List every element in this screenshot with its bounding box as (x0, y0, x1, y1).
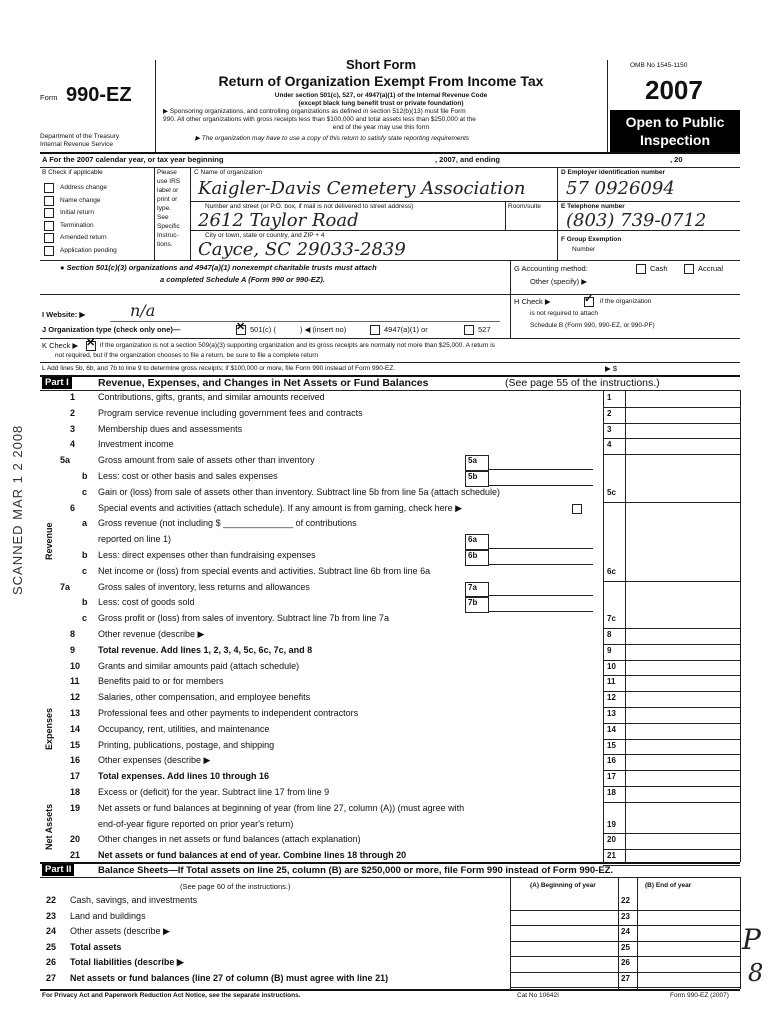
part2-line-number: 24 (46, 926, 57, 936)
line-description: Other revenue (describe ▶ (98, 629, 205, 639)
line-description: Special events and activities (attach schedule). If any amount is from gaming, check here ▶ (98, 502, 463, 513)
short-form-label: Short Form (345, 57, 417, 72)
form-title: Return of Organization Exempt From Income Tax (218, 73, 544, 89)
margin-note-8: 8 (748, 959, 764, 987)
sub-line-label: 7b (468, 598, 478, 608)
line-description: Total revenue. Add lines 1, 2, 3, 4, 5c, 6c, 7c, and 8 (98, 644, 313, 655)
line-number: 16 (70, 755, 81, 766)
form-number: 990-EZ (66, 84, 132, 106)
city-value[interactable]: Cayce, SC 29033-2839 (198, 239, 406, 260)
part2-title: Balance Sheets—If Total assets on line 25, column (B) are $250,000 or more, file Form 990 instead of Form 990-EZ. (98, 865, 614, 876)
line-amount-field[interactable] (626, 408, 739, 423)
open-to-public-box: Open to Public Inspection (610, 110, 740, 152)
ein-label: D Employer identification number (561, 169, 666, 176)
l-gross-receipts: ▶ $ (605, 364, 618, 373)
part2-line-box-label: 25 (621, 942, 630, 952)
sub-line-label: 7a (468, 582, 477, 592)
part1-see: (See page 55 of the instructions.) (505, 377, 660, 389)
section-501c3-line1: ● Section 501(c)(3) organizations and 4947(a)(1) nonexempt charitable trusts must attach (60, 263, 377, 272)
cat-number: Cat No 10642I (517, 992, 559, 999)
sub-line-label: 5a (468, 456, 477, 466)
line-number: 18 (70, 787, 81, 797)
website-value[interactable]: n/a (130, 301, 156, 320)
other-method-label: Other (specify) ▶ (530, 277, 588, 286)
line-amount-field[interactable] (626, 771, 739, 786)
group-exemption-number-label: Number (572, 246, 596, 253)
line-description: Benefits paid to or for members (98, 676, 224, 687)
part2-line-box-label: 23 (621, 911, 630, 921)
line-box-label: 4 (607, 440, 612, 450)
part2-col-b-field[interactable] (638, 957, 739, 972)
part2-line-description: Total liabilities (describe ▶ (70, 957, 184, 967)
privacy-notice: For Privacy Act and Paperwork Reduction Act Notice, see the separate instructions. (42, 992, 301, 999)
line-description: Gross amount from sale of assets other than inventory (98, 455, 315, 466)
line-amount-field[interactable] (626, 819, 739, 834)
sub-line-amount-field[interactable] (488, 582, 593, 597)
line-number: b (82, 471, 88, 481)
line-amount-field[interactable] (626, 424, 739, 439)
row-a-end: , 20 (670, 155, 683, 164)
line-description: Professional fees and other payments to independent contractors (98, 708, 359, 718)
line-amount-field[interactable] (626, 661, 739, 676)
line-number: 9 (70, 644, 76, 655)
part2-see: (See page 60 of the instructions.) (180, 882, 291, 891)
part2-col-b-field[interactable] (638, 895, 739, 910)
part2-line-description: Total assets (70, 941, 122, 952)
l-text: L Add lines 5b, 6b, and 7b to line 9 to determine gross receipts; if $100,000 or more, file Form 990 instead of Form 990-EZ. (42, 365, 396, 372)
line-box-label: 2 (607, 408, 612, 418)
line-box-label: 17 (607, 772, 616, 782)
row-a-label: A For the 2007 calendar year, or tax year beginning (42, 155, 224, 164)
line-number: 1 (70, 392, 76, 402)
city-label: City or town, state or country, and ZIP + 4 (205, 232, 325, 239)
line-description: Net assets or fund balances at end of year. Combine lines 18 through 20 (98, 850, 407, 861)
side-label-expenses: Expenses (44, 707, 54, 750)
line-description: Investment income (98, 439, 174, 450)
line-number: a (82, 518, 88, 529)
part2-col-a-field[interactable] (511, 942, 617, 957)
line-box-label: 6c (607, 566, 616, 576)
line-amount-field[interactable] (626, 708, 739, 723)
line-description: Membership dues and assessments (98, 423, 243, 434)
line-description: Other expenses (describe ▶ (98, 755, 211, 766)
org-name-value[interactable]: Kaigler-Davis Cemetery Association (198, 178, 526, 199)
org-type-4947-checkbox[interactable] (370, 325, 380, 335)
sub-line-amount-field[interactable] (488, 471, 593, 486)
section-b-checkbox[interactable] (44, 183, 54, 193)
section-b-checkbox[interactable] (44, 246, 54, 256)
under-section-text: Under section 501(c), 527, or 4947(a)(1) of the Internal Revenue Code (274, 92, 488, 99)
department-label: Department of the Treasury (40, 133, 120, 140)
section-b-item-label: Initial return (60, 209, 94, 216)
line-description: Total expenses. Add lines 10 through 16 (98, 771, 270, 782)
line-number: c (82, 486, 88, 497)
end-of-year-text: end of the year may use this form (332, 124, 430, 131)
line-amount-field[interactable] (626, 629, 739, 644)
part2-col-a-field[interactable] (511, 926, 617, 941)
part2-line-number: 26 (46, 957, 57, 967)
sub-line-label: 6b (468, 551, 478, 560)
line-amount-field[interactable] (626, 676, 739, 691)
part1-title: Revenue, Expenses, and Changes in Net Assets or Fund Balances (98, 377, 429, 389)
line-box-label: 11 (607, 677, 616, 687)
line-description: Less: cost or other basis and sales expenses (98, 471, 278, 481)
part2-col-b-field[interactable] (638, 973, 739, 988)
line-number: 21 (70, 850, 81, 861)
line-number: 4 (70, 439, 76, 450)
line-box-label: 15 (607, 740, 616, 750)
part2-line-number: 23 (46, 910, 57, 921)
part2-col-a-field[interactable] (511, 973, 617, 988)
tax-year: 2007 (645, 75, 703, 105)
section-b-item-label: Termination (60, 221, 94, 229)
org-type-501c-mark: ✕ (236, 321, 246, 333)
line-amount-field[interactable] (626, 692, 739, 707)
section-b-checkbox[interactable] (44, 196, 54, 206)
omb-number: OMB No 1545-1150 (630, 62, 688, 69)
line-number: 3 (70, 423, 76, 434)
org-type-527-label: 527 (478, 325, 491, 334)
part2-col-a-field[interactable] (511, 911, 617, 926)
line-box-label: 19 (607, 819, 616, 829)
line-box-label: 10 (607, 661, 616, 671)
section-b-label: B Check if applicable (42, 169, 103, 176)
line-description: Salaries, other compensation, and employee benefits (98, 692, 311, 703)
side-label-net-assets: Net Assets (44, 803, 54, 850)
line-description: reported on line 1) (98, 534, 172, 545)
org-type-527-checkbox[interactable] (464, 325, 474, 335)
part1-label: Part I (42, 377, 72, 389)
line-number: 8 (70, 629, 76, 639)
line-box-label: 9 (607, 645, 612, 655)
part2-line-number: 25 (46, 941, 57, 952)
line-number: b (82, 597, 88, 608)
street-label: Number and street (or P.O. box, if mail is not delivered to street address) (205, 203, 414, 210)
line-amount-field[interactable] (626, 645, 739, 660)
part2-line-description: Other assets (describe ▶ (70, 926, 170, 936)
part2-col-b: (B) End of year (645, 882, 692, 889)
line-amount-field[interactable] (626, 724, 739, 739)
row-a-middle: , 2007, and ending (435, 155, 501, 164)
line-amount-field[interactable] (626, 487, 739, 502)
section-b-item-label: Name change (60, 196, 101, 204)
line-amount-field[interactable] (626, 834, 739, 849)
line-description: Other changes in net assets or fund balances (attach explanation) (98, 834, 361, 845)
line-description: Net income or (loss) from special events and activities. Subtract line 6b from line 6a (98, 565, 431, 576)
line-number: 17 (70, 771, 81, 782)
section-501c3-line2: a completed Schedule A (Form 990 or 990-EZ). (160, 275, 325, 284)
sub-line-amount-field[interactable] (488, 534, 593, 549)
line-amount-field[interactable] (626, 613, 739, 628)
part2-col-b-field[interactable] (638, 942, 739, 957)
org-type-label: J Organization type (check only one)— (42, 325, 181, 334)
line-description: Contributions, gifts, grants, and similar amounts received (98, 392, 325, 402)
line-box-label: 14 (607, 724, 616, 734)
cash-checkbox[interactable] (636, 264, 646, 274)
line-number: 19 (70, 802, 81, 813)
line-number: 20 (70, 834, 81, 845)
section-b-checkbox[interactable] (44, 221, 54, 231)
margin-note-p: P (742, 923, 761, 956)
line-description: end-of-year figure reported on prior year's return) (98, 818, 294, 829)
scanned-stamp: SCANNED MAR 1 2 2008 (10, 424, 25, 595)
k-text-1: if the organization is not a section 509(a)(3) supporting organization and its gross receipts are normally not more than $25,000. A return is (100, 342, 495, 349)
line-description: Occupancy, rent, utilities, and maintenance (98, 723, 270, 734)
line-amount-field[interactable] (626, 392, 739, 407)
line-number: c (82, 565, 88, 576)
section-b-item-label: Address change (60, 184, 107, 191)
line-box-label: 7c (607, 614, 616, 624)
line-box-label: 18 (607, 788, 616, 797)
h-check-mark: ✓ (584, 293, 594, 305)
part2-col-a-field[interactable] (511, 895, 617, 910)
form-prefix: Form (40, 93, 58, 102)
line-number: 10 (70, 660, 81, 671)
line-number: 11 (70, 676, 80, 687)
line-description: Less: cost of goods sold (98, 597, 195, 608)
section-b-item-label: Application pending (60, 246, 117, 254)
h-text-1: if the organization (600, 298, 652, 305)
line-number: 7a (60, 581, 71, 592)
line-box-label: 12 (607, 693, 616, 703)
part2-col-a-field[interactable] (511, 957, 617, 972)
line-box-label: 5c (607, 487, 616, 497)
line-box-label: 8 (607, 630, 612, 639)
line-description: Program service revenue including government fees and contracts (98, 407, 363, 418)
line-amount-field[interactable] (626, 566, 739, 581)
accounting-method-label: G Accounting method: (514, 264, 588, 273)
part2-col-b-field[interactable] (638, 911, 739, 926)
line-amount-field[interactable] (626, 740, 739, 755)
gaming-checkbox[interactable] (572, 504, 582, 514)
line-description: Gross revenue (not including $ ______________ of contributions (98, 518, 357, 529)
line-box-label: 3 (607, 424, 612, 434)
org-type-4947-label: 4947(a)(1) or (384, 325, 428, 334)
line-box-label: 16 (607, 756, 616, 766)
h-text-3: Schedule B (Form 990, 990-EZ, or 990-PF) (530, 322, 655, 329)
irs-label: Internal Revenue Service (40, 141, 113, 148)
line-description: Printing, publications, postage, and shipping (98, 739, 275, 750)
line-number: 2 (70, 407, 76, 418)
line-number: c (82, 613, 88, 624)
line-box-label: 20 (607, 835, 616, 845)
website-label: I Website: ▶ (42, 310, 86, 319)
section-b-checkbox[interactable] (44, 208, 54, 218)
sub-line-label: 6a (468, 535, 477, 545)
telephone-value[interactable]: (803) 739-0712 (566, 210, 707, 231)
part2-label: Part II (42, 864, 74, 876)
line-number: 13 (70, 708, 81, 718)
h-text-2: is not required to attach (530, 310, 598, 317)
line-number: b (82, 550, 88, 560)
part2-line-box-label: 27 (621, 973, 630, 983)
sub-line-amount-field[interactable] (488, 597, 593, 612)
street-value[interactable]: 2612 Taylor Road (198, 210, 359, 231)
accrual-label: Accrual (698, 264, 724, 273)
line-description: Net assets or fund balances at beginning of year (from line 27, column (A)) (must agree with (98, 802, 465, 813)
part2-line-description: Cash, savings, and investments (70, 895, 198, 905)
part2-line-box-label: 22 (621, 896, 630, 905)
sub-line-amount-field[interactable] (488, 455, 593, 470)
part2-line-description: Net assets or fund balances (line 27 of column (B) must agree with line 21) (70, 972, 389, 983)
k-text-2: not required, but if the organization chooses to file a return, be sure to file a complete return (55, 352, 319, 359)
org-type-insert-no: ) ◀ (insert no) (300, 325, 347, 334)
except-text: (except black lung benefit trust or private foundation) (298, 100, 464, 107)
org-name-label: C Name of organization (194, 169, 263, 176)
sponsoring-text: ▶ Sponsoring organizations, and controlling organizations as defined in section 512(b)(13) must file Form (163, 108, 466, 115)
may-have-text: ▶ The organization may have to use a copy of this return to satisfy state reporting requirements (195, 135, 470, 142)
part2-col-a: (A) Beginning of year (530, 882, 596, 889)
line-description: Less: direct expenses other than fundraising expenses (98, 550, 316, 560)
line-number: 12 (70, 692, 81, 703)
part2-line-box-label: 24 (621, 927, 630, 936)
k-check-mark: ✕ (86, 337, 96, 349)
k-check-label: K Check ▶ (42, 341, 79, 350)
group-exemption-label: F Group Exemption (561, 236, 622, 243)
line-number: 14 (70, 723, 81, 734)
part2-line-number: 22 (46, 895, 57, 905)
section-b-checkbox[interactable] (44, 233, 54, 243)
org-type-501c-label: 501(c) ( (250, 325, 276, 334)
ein-value[interactable]: 57 0926094 (566, 178, 675, 199)
line-description: Gross profit or (loss) from sales of inventory. Subtract line 7b from line 7a (98, 613, 389, 624)
part2-line-number: 27 (46, 972, 57, 983)
line-amount-field[interactable] (626, 755, 739, 770)
side-label-revenue: Revenue (44, 522, 54, 560)
sub-line-label: 5b (468, 472, 478, 481)
line-amount-field[interactable] (626, 787, 739, 802)
line-description: Gross sales of inventory, less returns and allowances (98, 581, 310, 592)
form-footer: Form 990-EZ (2007) (670, 992, 729, 999)
room-label: Room/suite (508, 203, 541, 210)
line-amount-field[interactable] (626, 439, 739, 454)
all-other-text: 990. All other organizations with gross receipts less than $100,000 and total assets less than $250,000 at the (163, 116, 476, 123)
cash-label: Cash (650, 264, 668, 273)
telephone-label: E Telephone number (561, 203, 625, 210)
line-number: 15 (70, 739, 81, 750)
line-description: Gain or (loss) from sale of assets other than inventory. Subtract line 5b from line 5a (attach schedule) (98, 486, 501, 497)
line-box-label: 21 (607, 851, 616, 861)
part2-line-description: Land and buildings (70, 910, 146, 921)
line-description: Grants and similar amounts paid (attach schedule) (98, 660, 300, 671)
line-description: Excess or (deficit) for the year. Subtract line 17 from line 9 (98, 787, 330, 797)
accrual-checkbox[interactable] (684, 264, 694, 274)
line-number: 5a (60, 455, 71, 466)
part2-line-box-label: 26 (621, 958, 630, 967)
part2-col-b-field[interactable] (638, 926, 739, 941)
line-box-label: 13 (607, 709, 616, 718)
line-box-label: 1 (607, 393, 612, 402)
section-b-item-label: Amended return (60, 234, 107, 241)
h-check-label: H Check ▶ (514, 297, 551, 306)
line-number: 6 (70, 502, 76, 513)
sub-line-amount-field[interactable] (488, 550, 593, 565)
